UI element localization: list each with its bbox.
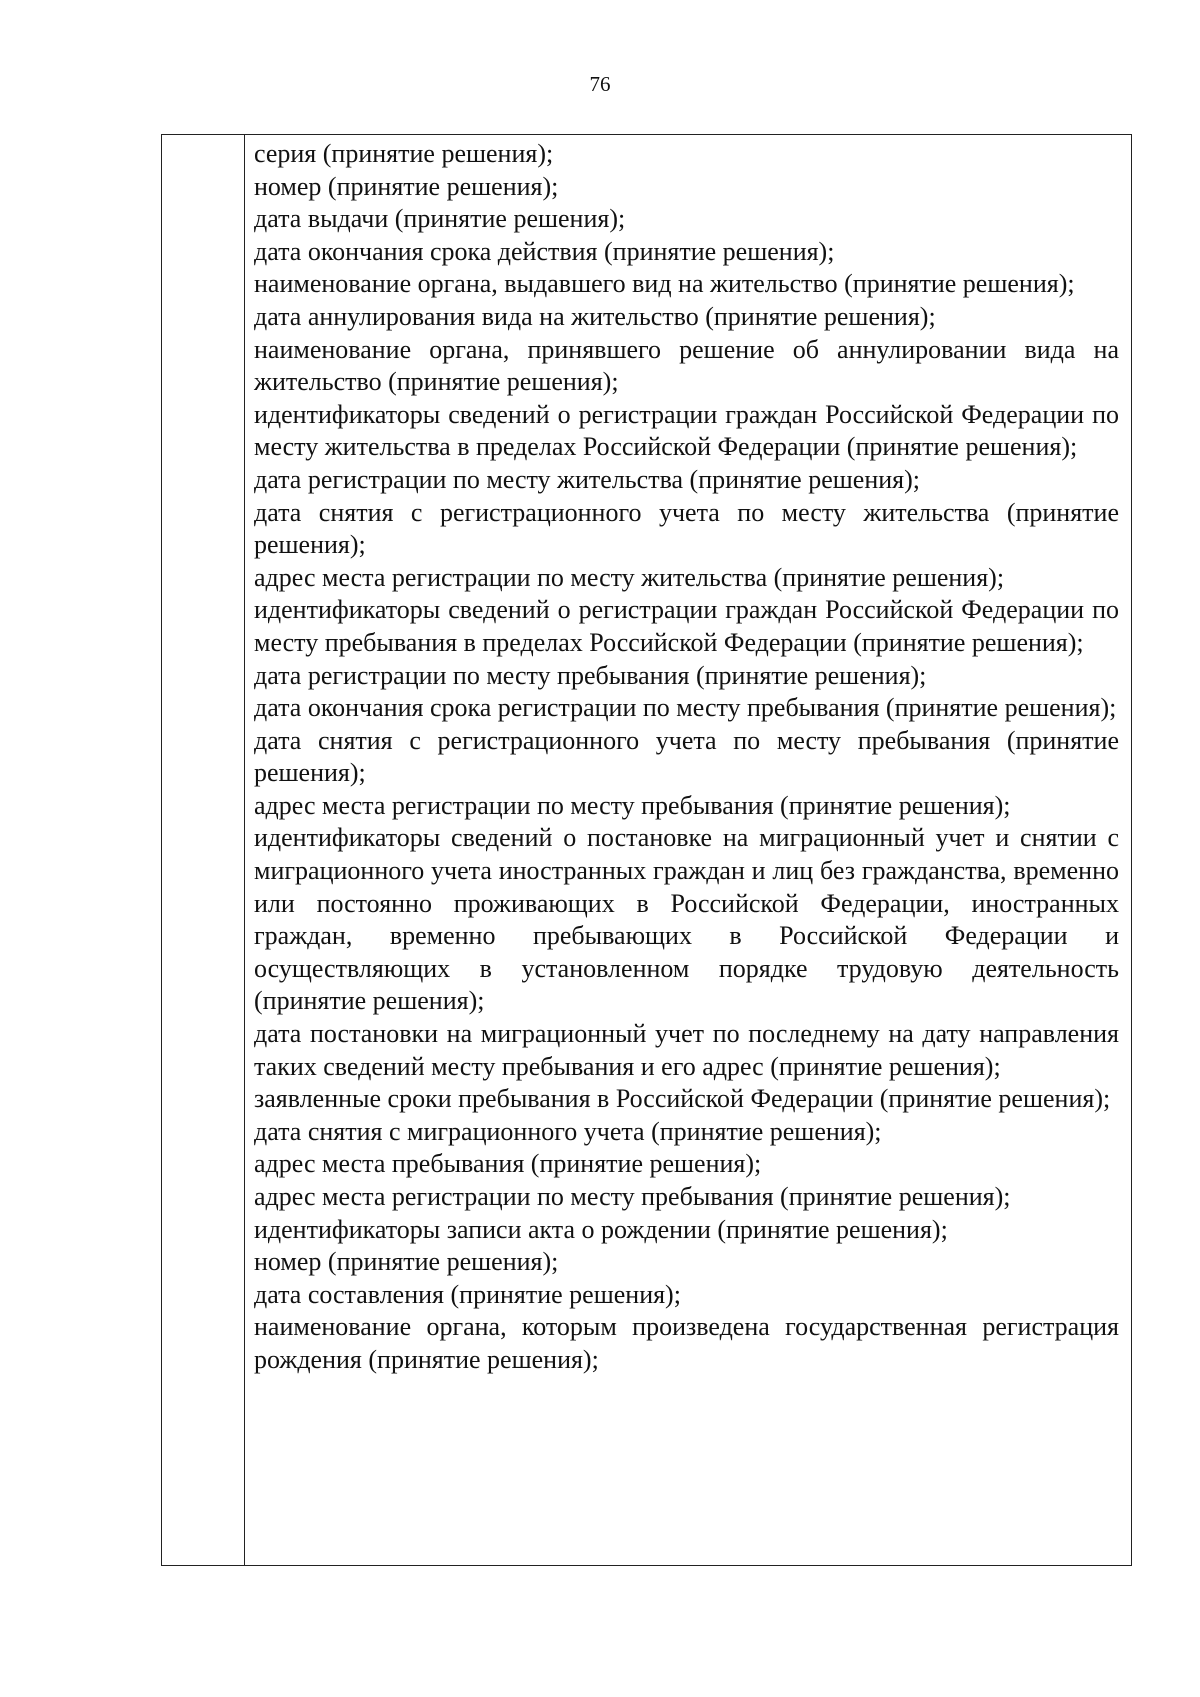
list-item: наименование органа, принявшего решение об аннулировании вида на жительство (принятие решения); bbox=[254, 334, 1119, 397]
list-item: заявленные сроки пребывания в Российской Федерации (принятие решения); bbox=[254, 1084, 1111, 1114]
list-item: дата окончания срока действия (принятие решения); bbox=[254, 236, 835, 266]
list-item: дата аннулирования вида на жительство (принятие решения); bbox=[254, 301, 936, 331]
list-item: дата снятия с регистрационного учета по месту пребывания (принятие решения); bbox=[254, 725, 1119, 788]
list-item: идентификаторы сведений о постановке на миграционный учет и снятии с миграционного учета иностранных граждан и лиц без гражданства, временно или постоянно проживающих в Российской Федерации, иностранных граждан, временно пребывающих в Российской Федерации и осуществляющих в установленном порядке трудовую деятельность (принятие решения); bbox=[254, 823, 1119, 1016]
list-item: дата выдачи (принятие решения); bbox=[254, 204, 626, 234]
list-item: наименование органа, которым произведена государственная регистрация рождения (принятие решения); bbox=[254, 1312, 1119, 1374]
list-item: идентификаторы записи акта о рождении (принятие решения); bbox=[254, 1214, 948, 1244]
list-item: дата постановки на миграционный учет по последнему на дату направления таких сведений месту пребывания и его адрес (принятие решения); bbox=[254, 1019, 1119, 1081]
list-item: дата регистрации по месту пребывания (принятие решения); bbox=[254, 660, 927, 690]
content-cell bbox=[254, 138, 1119, 1377]
list-item: идентификаторы сведений о регистрации граждан Российской Федерации по месту жительства в пределах Российской Федерации (принятие решения); bbox=[254, 399, 1119, 462]
list-item: дата снятия с регистрационного учета по месту жительства (принятие решения); bbox=[254, 497, 1119, 560]
list-item: адрес места регистрации по месту пребывания (принятие решения); bbox=[254, 1182, 1011, 1211]
column-divider bbox=[244, 135, 245, 1565]
list-item: номер (принятие решения); bbox=[254, 171, 559, 201]
list-item: дата составления (принятие решения); bbox=[254, 1279, 681, 1309]
list-item: адрес места регистрации по месту пребывания (принятие решения); bbox=[254, 790, 1011, 820]
document-table bbox=[161, 134, 1132, 1566]
list-item: дата снятия с миграционного учета (принятие решения); bbox=[254, 1116, 882, 1146]
list-item: серия (принятие решения); bbox=[254, 139, 554, 168]
list-item: наименование органа, выдавшего вид на жительство (принятие решения); bbox=[254, 269, 1075, 299]
page-number: 76 bbox=[589, 72, 611, 96]
list-item: адрес места регистрации по месту жительства (принятие решения); bbox=[254, 562, 1005, 592]
list-item: дата окончания срока регистрации по месту пребывания (принятие решения); bbox=[254, 693, 1117, 723]
list-item: дата регистрации по месту жительства (принятие решения); bbox=[254, 464, 920, 494]
list-item: адрес места пребывания (принятие решения); bbox=[254, 1149, 762, 1179]
list-item: идентификаторы сведений о регистрации граждан Российской Федерации по месту пребывания в пределах Российской Федерации (принятие решения); bbox=[254, 595, 1119, 657]
list-item: номер (принятие решения); bbox=[254, 1247, 559, 1277]
